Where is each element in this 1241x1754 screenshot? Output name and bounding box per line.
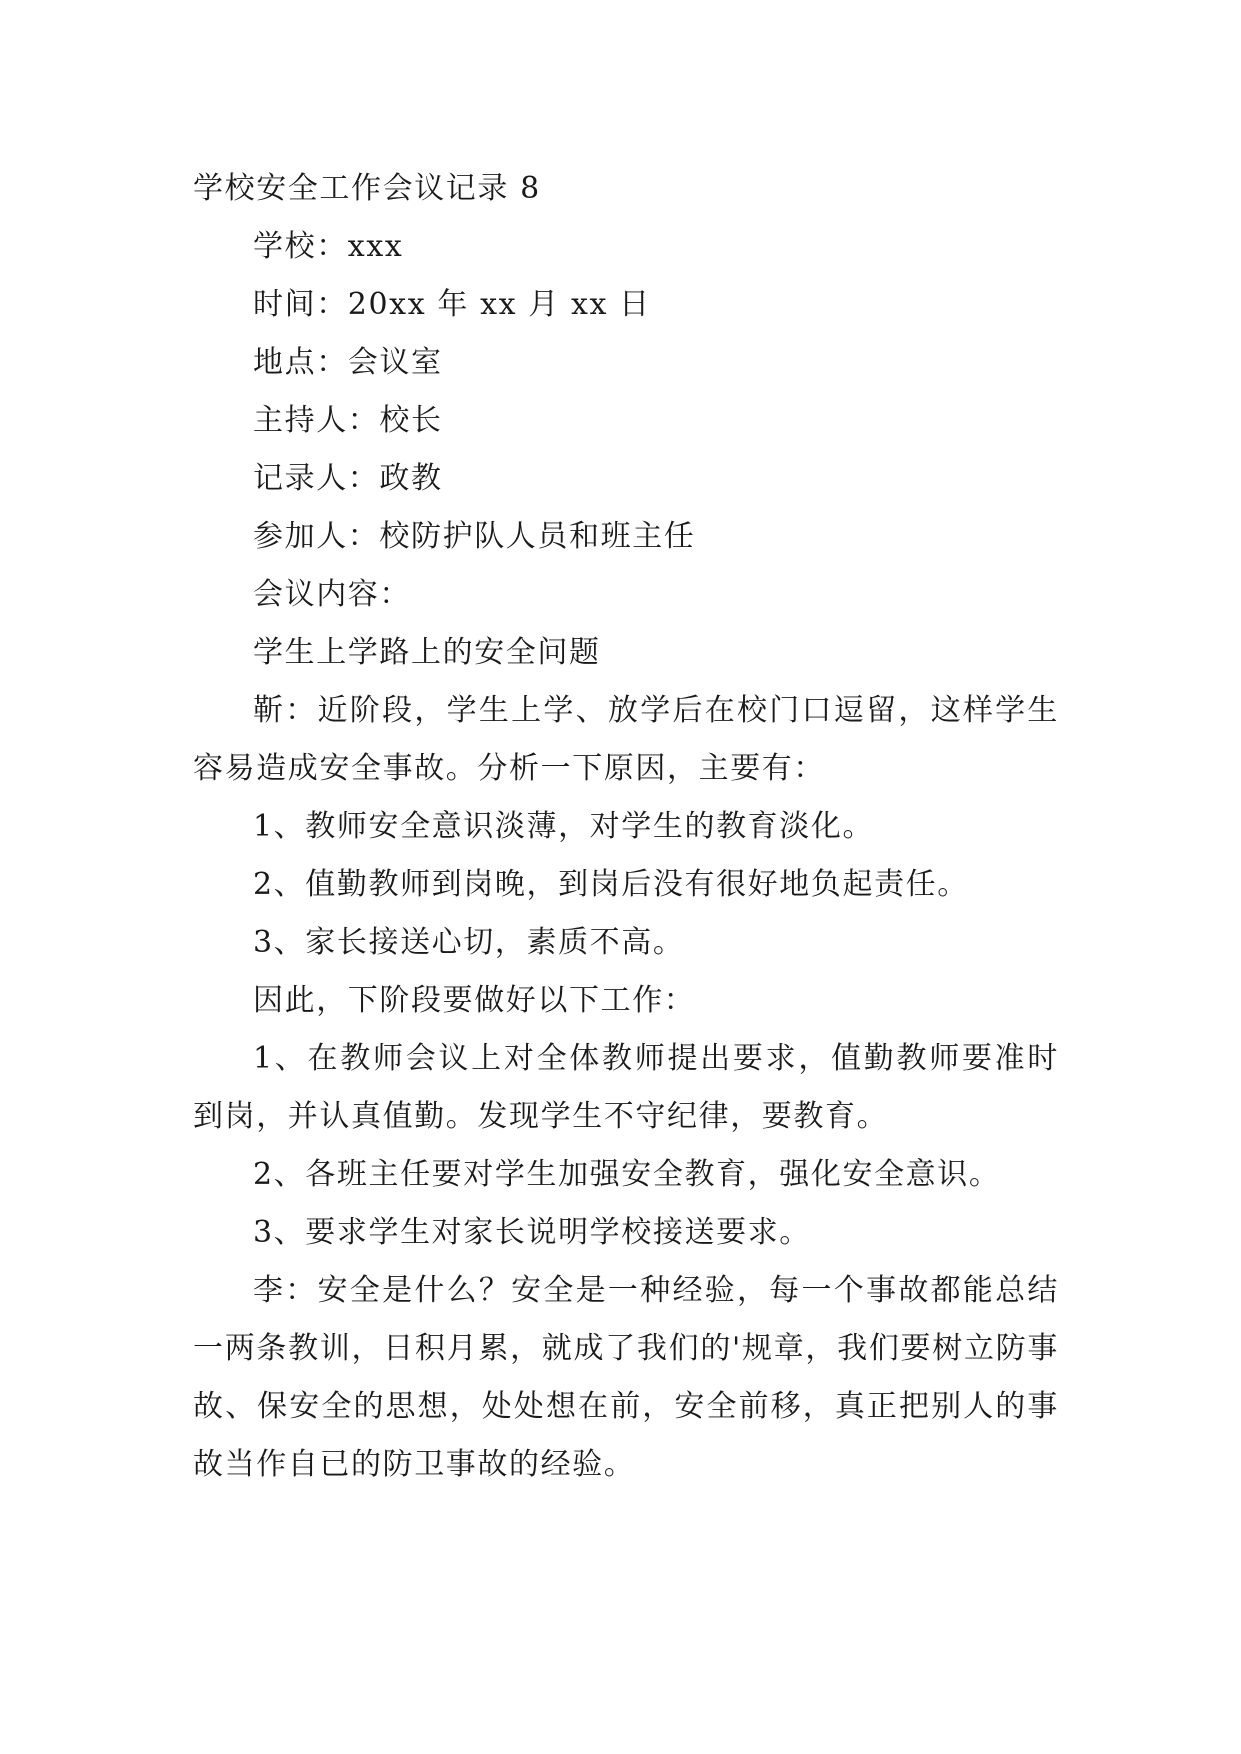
paragraph-work-1: 1、在教师会议上对全体教师提出要求，值勤教师要准时到岗，并认真值勤。发现学生不守纪律，要教育。 (193, 1041, 1059, 1134)
document-body (193, 160, 1059, 1494)
paragraph-reason-3: 3、家长接送心切，素质不高。 (253, 925, 685, 960)
document-title: 学校安全工作会议记录 8 (193, 171, 541, 206)
paragraph-work-3: 3、要求学生对家长说明学校接送要求。 (253, 1215, 811, 1250)
paragraph-content-heading: 会议内容： (253, 577, 411, 612)
paragraph-work-intro: 因此，下阶段要做好以下工作： (253, 983, 696, 1018)
paragraph-school: 学校：xxx (253, 229, 404, 264)
paragraph-attendees: 参加人：校防护队人员和班主任 (253, 519, 696, 554)
paragraph-location: 地点：会议室 (253, 345, 443, 380)
paragraph-recorder: 记录人：政教 (253, 461, 443, 496)
paragraph-time: 时间：20xx 年 xx 月 xx 日 (253, 287, 651, 322)
paragraph-topic: 学生上学路上的安全问题 (253, 635, 601, 670)
paragraph-work-2: 2、各班主任要对学生加强安全教育，强化安全意识。 (253, 1157, 1001, 1192)
paragraph-host: 主持人：校长 (253, 403, 443, 438)
paragraph-reason-1: 1、教师安全意识淡薄，对学生的教育淡化。 (253, 809, 875, 844)
paragraph-li-statement: 李：安全是什么？安全是一种经验，每一个事故都能总结一两条教训，日积月累，就成了我们的'规章，我们要树立防事故、保安全的思想，处处想在前，安全前移，真正把别人的事故当作自已的防卫事故的经验。 (193, 1273, 1059, 1482)
paragraph-reason-2: 2、值勤教师到岗晚，到岗后没有很好地负起责任。 (253, 867, 969, 902)
paragraph-jin-statement: 靳：近阶段，学生上学、放学后在校门口逗留，这样学生容易造成安全事故。分析一下原因，主要有： (193, 693, 1059, 786)
